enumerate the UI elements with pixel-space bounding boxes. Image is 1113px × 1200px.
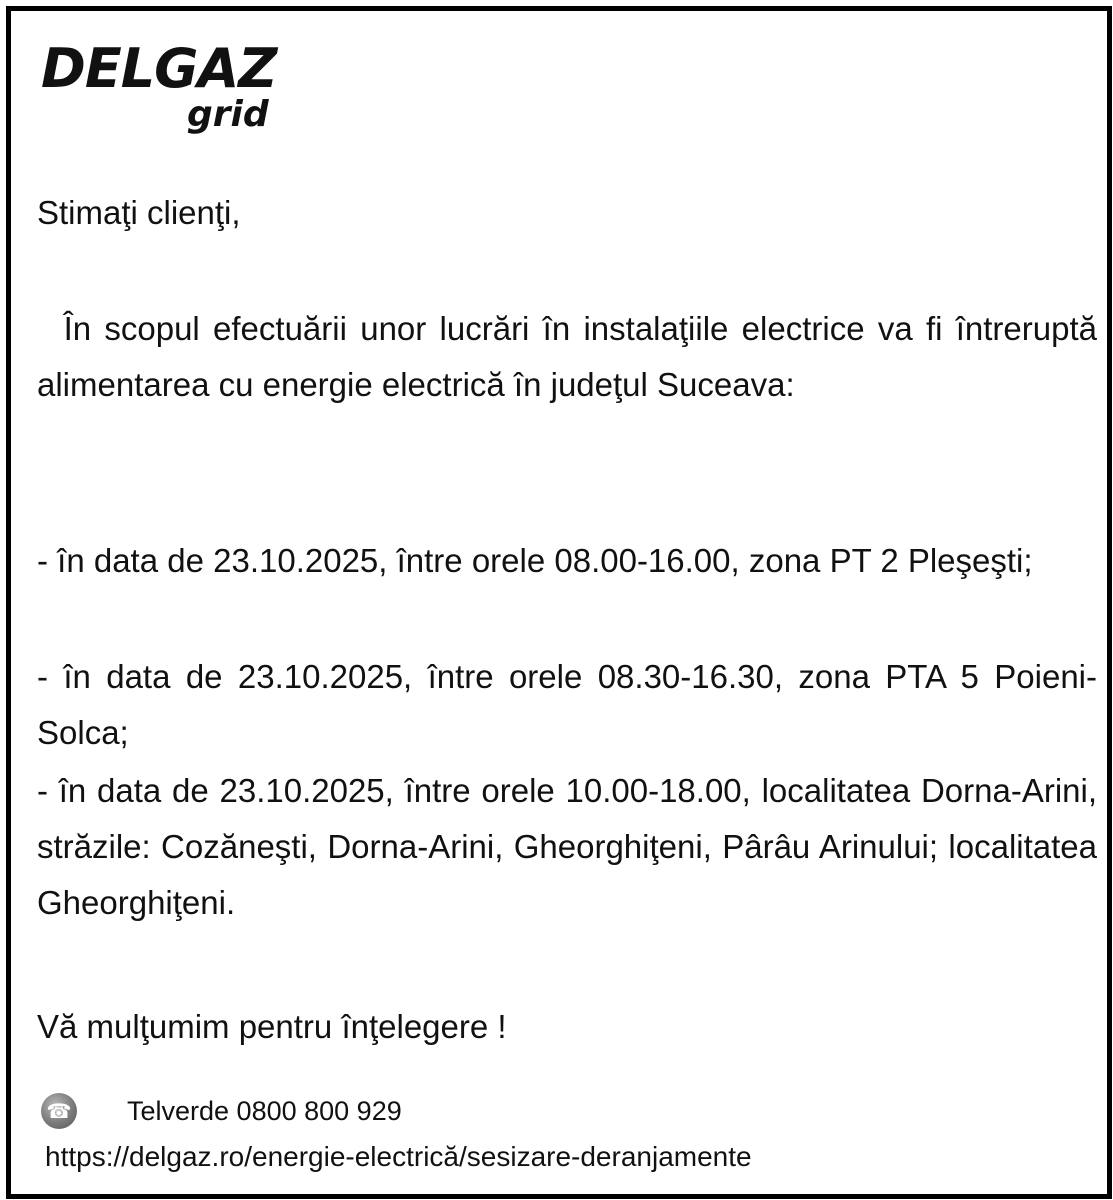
phone-label: Telverde 0800 800 929	[127, 1095, 402, 1126]
phone-icon: ☎	[41, 1093, 77, 1129]
outage-item-2: - în data de 23.10.2025, între orele 08.30-16.30, zona PTA 5 Poieni-Solca;	[37, 658, 1097, 751]
notice-frame	[6, 6, 1112, 1199]
phone-row	[41, 1091, 402, 1131]
logo-main-text: DELGAZ	[41, 37, 277, 100]
thanks-line: Vă mulţumim pentru înţelegere !	[37, 1008, 507, 1045]
outage-item-1: - în data de 23.10.2025, între orele 08.00-16.00, zona PT 2 Pleşeşti;	[37, 542, 1033, 579]
greeting: Stimaţi clienţi,	[37, 194, 241, 231]
delgaz-grid-logo	[41, 39, 291, 149]
report-url[interactable]: https://delgaz.ro/energie-electrică/sesizare-deranjamente	[45, 1141, 752, 1172]
outage-item-3: - în data de 23.10.2025, între orele 10.00-18.00, localitatea Dorna-Arini, străzile: Cozăneşti, Dorna-Arini, Gheorghiţeni, Pârâu Arinului; localitatea Gheorghiţeni.	[37, 772, 1097, 921]
intro-paragraph: În scopul efectuării unor lucrări în instalaţiile electrice va fi întreruptă alimentarea cu energie electrică în judeţul Suceava:	[37, 310, 1107, 403]
logo-sub-text: grid	[187, 94, 269, 135]
